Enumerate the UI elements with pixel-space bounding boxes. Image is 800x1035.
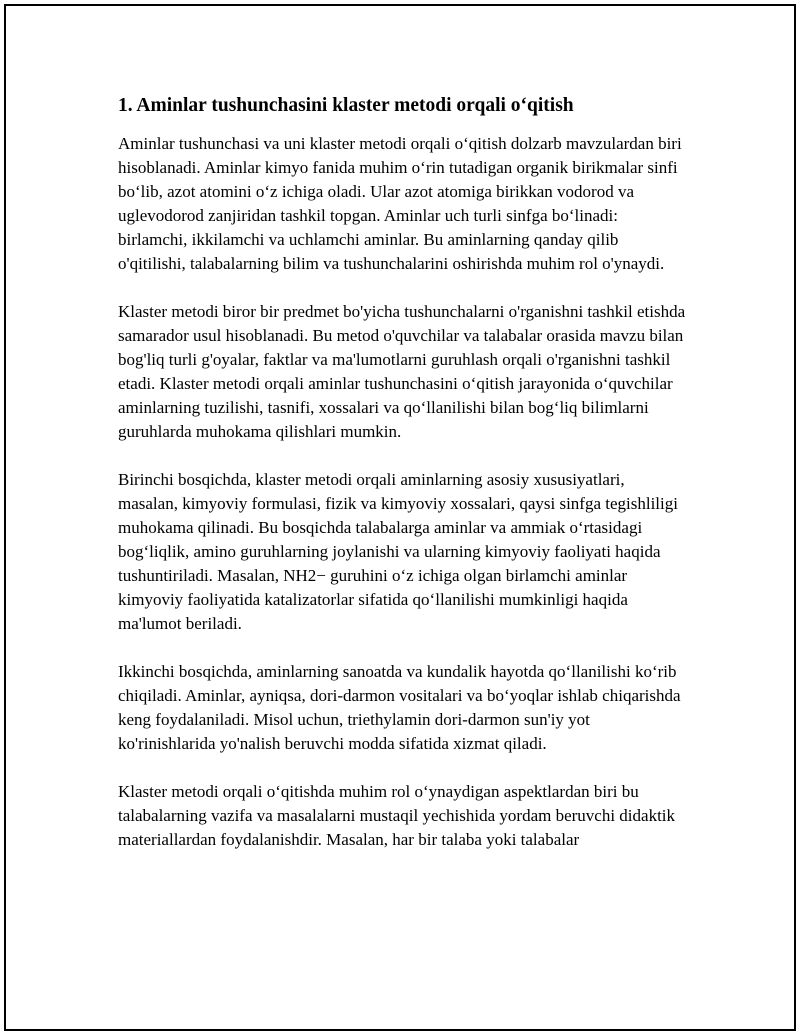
paragraph-second-stage: Ikkinchi bosqichda, aminlarning sanoatda va kundalik hayotda qo‘llanilishi ko‘rib chiqiladi. Aminlar, ayniqsa, dori-darmon vositalari va bo‘yoqlar ishlab chiqarishda keng foydalaniladi. Misol uchun, triethylamin dori-darmon sun'iy yot ko'rinishlarida yo'nalish beruvchi modda sifatida xizmat qiladi. — [118, 662, 681, 753]
paragraph-intro: Aminlar tushunchasi va uni klaster metodi orqali o‘qitish dolzarb mavzulardan biri hisoblanadi. Aminlar kimyo fanida muhim o‘rin tutadigan organik birikmalar sinfi bo‘lib, azot atomini o‘z ichiga oladi. Ular azot atomiga birikkan vodorod va uglevodorod zanjiridan tashkil topgan. Aminlar uch turli sinfga bo‘linadi: birlamchi, ikkilamchi va uchlamchi aminlar. Bu aminlarning qanday qilib o'qitilishi, talabalarning bilim va tushunchalarini oshirishda muhim rol o'ynaydi. — [118, 134, 682, 273]
document-body — [118, 94, 688, 876]
paragraph-didactic-materials: Klaster metodi orqali o‘qitishda muhim rol o‘ynaydigan aspektlardan biri bu talabalarning vazifa va masalalarni mustaqil yechishida yordam beruvchi didaktik materiallardan foydalanishdir. Masalan, har bir talaba yoki talabalar — [118, 782, 676, 849]
paragraph-cluster-method: Klaster metodi biror bir predmet bo'yicha tushunchalarni o'rganishni tashkil etishda samarador usul hisoblanadi. Bu metod o'quvchilar va talabalar orasida mavzu bilan bog'liq turli g'oyalar, faktlar va ma'lumotlarni guruhlash orqali o'rganishni tashkil etadi. Klaster metodi orqali aminlar tushunchasini o‘qitish jarayonida o‘quvchilar aminlarning tuzilishi, tasnifi, xossalari va qo‘llanilishi bilan bog‘liq bilimlarni guruhlarda muhokama qilishlari mumkin. — [118, 302, 686, 441]
paragraph-first-stage: Birinchi bosqichda, klaster metodi orqali aminlarning asosiy xususiyatlari, masalan, kimyoviy formulasi, fizik va kimyoviy xossalari, qaysi sinfga tegishliligi muhokama qilinadi. Bu bosqichda talabalarga aminlar va ammiak o‘rtasidagi bog‘liqlik, amino guruhlarning joylanishi va ularning kimyoviy faoliyati haqida tushuntiriladi. Masalan, NH2− guruhini o‘z ichiga olgan birlamchi aminlar kimyoviy faoliyatida katalizatorlar sifatida qo‘llanilishi mumkinligi haqida ma'lumot beriladi. — [118, 470, 678, 633]
document-title: 1. Aminlar tushunchasini klaster metodi orqali o‘qitish — [118, 95, 574, 116]
